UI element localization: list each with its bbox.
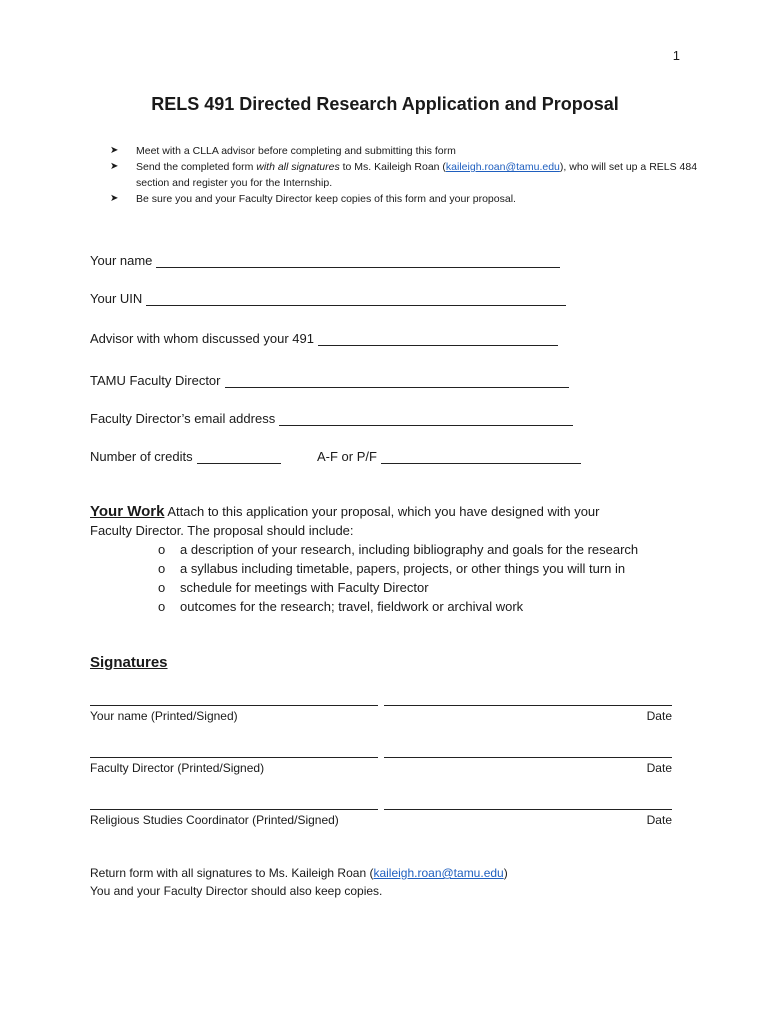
signature-line[interactable] [90,796,378,810]
uin-field [90,286,566,306]
circle-bullet-icon: o [158,599,166,614]
advisor-field [90,326,558,346]
signature-row [90,744,672,775]
instruction-item [110,143,700,159]
name-field [90,248,560,268]
circle-bullet-icon: o [158,542,166,557]
faculty-director-label: TAMU Faculty Director [90,373,221,388]
your-work-section [90,502,690,616]
credits-label: Number of credits [90,449,193,464]
grading-input-line[interactable] [381,449,581,464]
instruction-text: Meet with a CLLA advisor before completing and submitting this form [136,145,456,157]
your-work-intro-line2: Faculty Director. The proposal should include: [90,523,354,538]
grading-field [317,444,581,464]
instruction-item [110,191,700,207]
uin-input-line[interactable] [146,291,566,306]
instruction-text: Be sure you and your Faculty Director keep copies of this form and your proposal. [136,193,516,205]
signatures-section [90,653,690,672]
date-line[interactable] [384,796,672,810]
return-instructions [90,864,508,900]
your-work-intro-line1: Attach to this application your proposal, which you have designed with your [164,504,600,519]
signature-label: Your name (Printed/Signed) [90,709,238,723]
arrow-bullet-icon: ➤ [110,145,119,156]
email-link[interactable]: kaileigh.roan@tamu.edu [445,161,560,173]
signatures-heading: Signatures [90,654,168,671]
signature-row [90,796,672,827]
instruction-list [110,143,700,207]
grading-label: A-F or P/F [317,449,377,464]
date-line[interactable] [384,744,672,758]
date-line[interactable] [384,692,672,706]
fd-email-input-line[interactable] [279,411,573,426]
fd-email-label: Faculty Director’s email address [90,411,276,426]
your-work-intro [90,502,690,521]
signature-row [90,692,672,723]
credits-field [90,444,281,464]
list-item: o outcomes for the research; travel, fieldwork or archival work [158,599,524,614]
your-work-heading: Your Work [90,503,165,520]
signature-line[interactable] [90,692,378,706]
instruction-text: ), who will set up a RELS 484 section and register you for the Internship. [136,161,698,189]
name-label: Your name [90,253,153,268]
faculty-director-input-line[interactable] [225,373,569,388]
fd-email-field [90,406,573,426]
arrow-bullet-icon: ➤ [110,193,119,204]
faculty-director-field [90,368,569,388]
circle-bullet-icon: o [158,561,166,576]
instruction-emphasis: with all signatures [256,161,340,173]
circle-bullet-icon: o [158,580,166,595]
page-title: RELS 491 Directed Research Application and Proposal [151,94,619,114]
date-label: Date [646,813,672,827]
advisor-label: Advisor with whom discussed your 491 [90,331,314,346]
uin-label: Your UIN [90,291,143,306]
date-label: Date [646,761,672,775]
list-item: o schedule for meetings with Faculty Director [158,580,429,595]
proposal-requirements-list [158,540,690,616]
email-link[interactable]: kaileigh.roan@tamu.edu [373,866,504,880]
date-label: Date [646,709,672,723]
credits-input-line[interactable] [197,449,281,464]
list-item: o a description of your research, including bibliography and goals for the research [158,542,639,557]
page-number: 1 [672,48,680,63]
signature-line[interactable] [90,744,378,758]
instruction-text: Send the completed form [136,161,257,173]
name-input-line[interactable] [156,253,560,268]
instruction-text: to Ms. Kaileigh Roan ( [339,161,446,173]
arrow-bullet-icon: ➤ [110,161,119,172]
advisor-input-line[interactable] [318,331,558,346]
list-item: o a syllabus including timetable, papers, projects, or other things you will turn in [158,561,626,576]
signature-label: Faculty Director (Printed/Signed) [90,761,265,775]
return-line: Return form with all signatures to Ms. Kaileigh Roan (kaileigh.roan@tamu.edu) [90,866,508,880]
keep-copies-note: You and your Faculty Director should also keep copies. [90,884,383,898]
instruction-item [110,159,700,191]
signature-label: Religious Studies Coordinator (Printed/Signed) [90,813,339,827]
